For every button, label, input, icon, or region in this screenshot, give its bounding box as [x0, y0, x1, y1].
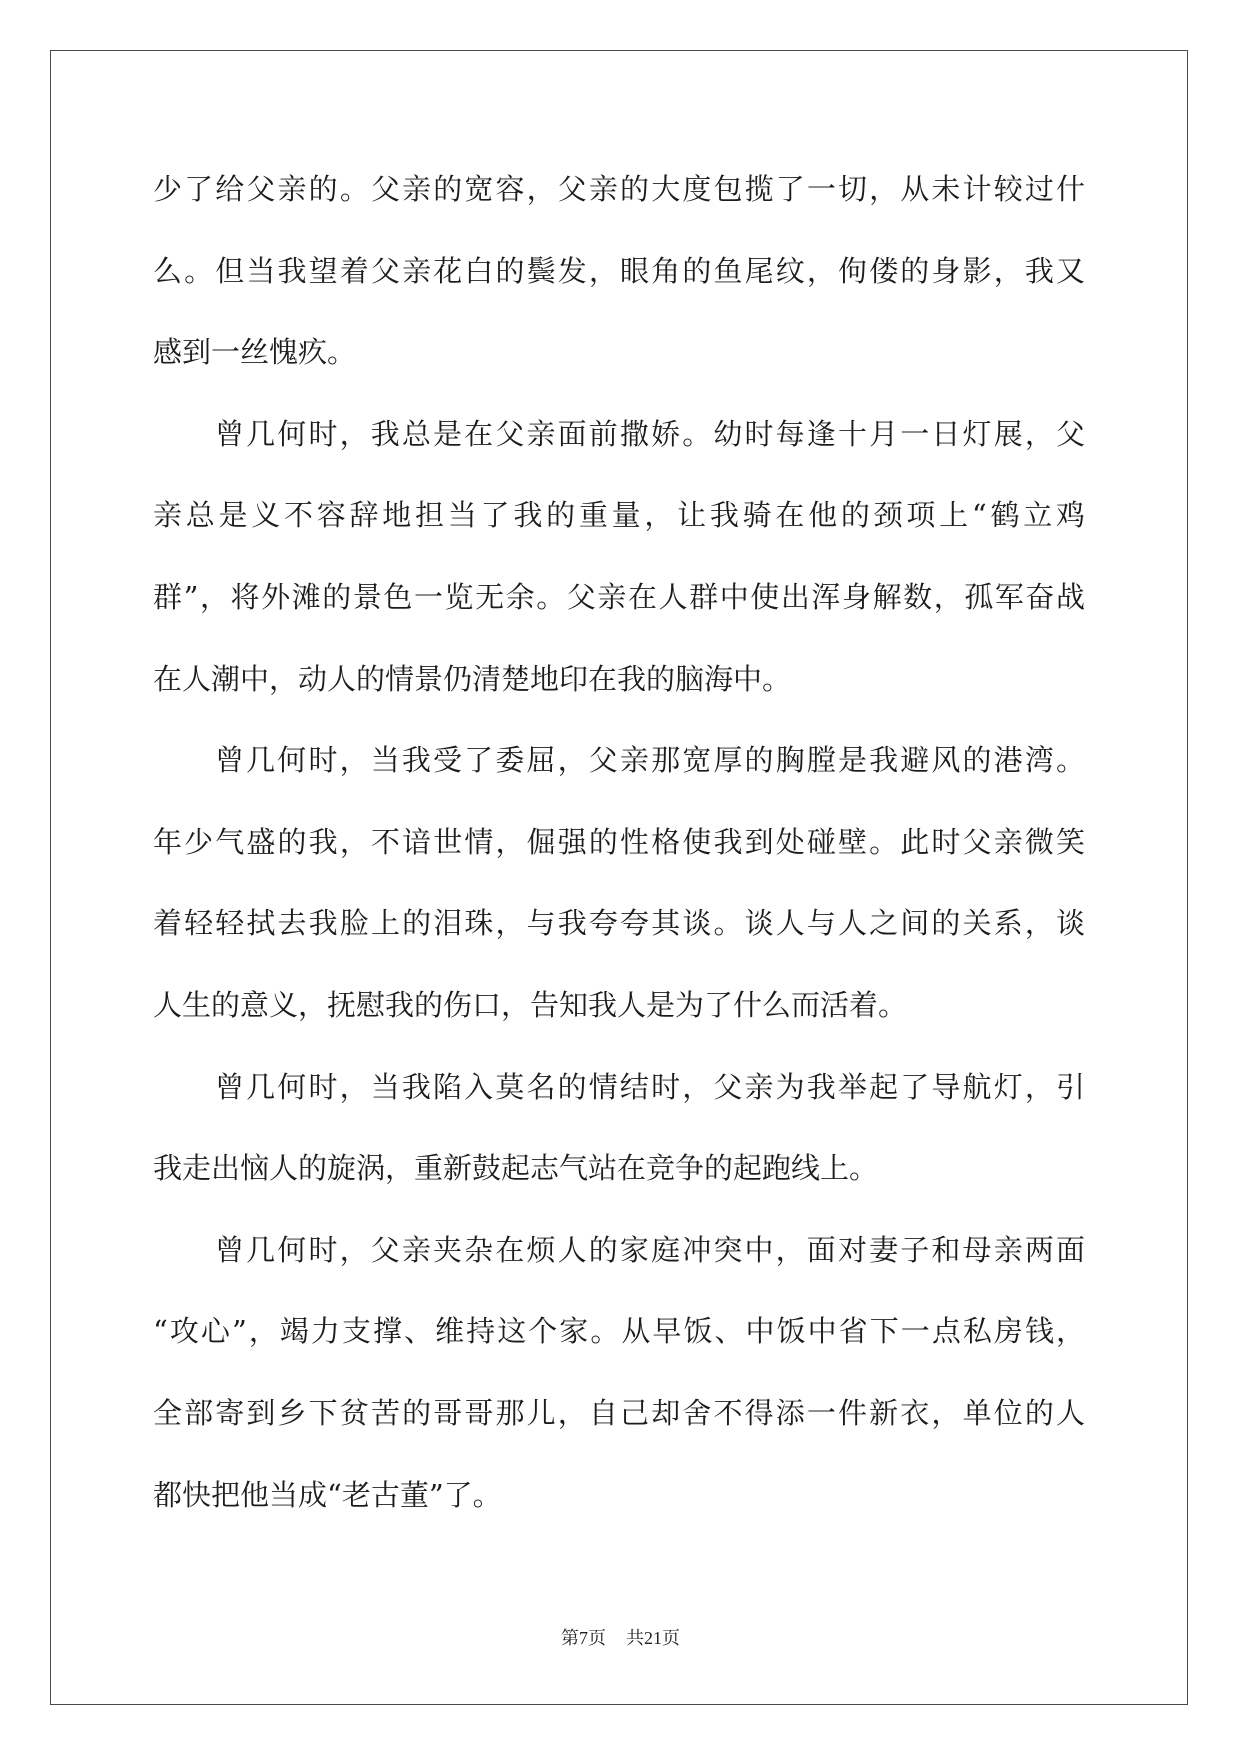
text-line: 年少气盛的我，不谙世情，倔强的性格使我到处碰壁。此时父亲微笑: [153, 824, 1085, 859]
text-line: 曾几何时，当我受了委屈，父亲那宽厚的胸膛是我避风的港湾。: [215, 743, 1085, 778]
text-line: 群”，将外滩的景色一览无余。父亲在人群中使出浑身解数，孤军奋战: [153, 579, 1085, 614]
page-number: 第7页: [561, 1628, 606, 1648]
text-line: 全部寄到乡下贫苦的哥哥那儿，自己却舍不得添一件新衣，单位的人: [153, 1395, 1085, 1430]
text-line: 在人潮中，动人的情景仍清楚地印在我的脑海中。: [153, 661, 792, 696]
paragraph: [153, 394, 1085, 720]
page-total: 共21页: [626, 1628, 680, 1648]
text-line: 人生的意义，抚慰我的伤口，告知我人是为了什么而活着。: [153, 987, 908, 1022]
text-line: 亲总是义不容辞地担当了我的重量，让我骑在他的颈项上“鹤立鸡: [153, 498, 1085, 533]
body-text: [153, 149, 1085, 1536]
paragraph: [153, 1210, 1085, 1536]
page-footer: [0, 1626, 1241, 1650]
text-line: 我走出恼人的旋涡，重新鼓起志气站在竞争的起跑线上。: [153, 1151, 879, 1186]
paragraph: [153, 1047, 1085, 1210]
text-line: 么。但当我望着父亲花白的鬓发，眼角的鱼尾纹，佝偻的身影，我又: [153, 253, 1085, 288]
text-line: 曾几何时，我总是在父亲面前撒娇。幼时每逢十月一日灯展，父: [215, 416, 1085, 451]
text-line: 曾几何时，当我陷入莫名的情结时，父亲为我举起了导航灯，引: [215, 1069, 1085, 1104]
text-line: 着轻轻拭去我脸上的泪珠，与我夸夸其谈。谈人与人之间的关系，谈: [153, 906, 1085, 941]
paragraph: [153, 720, 1085, 1046]
text-line: 都快把他当成“老古董”了。: [153, 1477, 502, 1512]
text-line: 感到一丝愧疚。: [153, 335, 357, 370]
paragraph: [153, 149, 1085, 394]
text-line: 曾几何时，父亲夹杂在烦人的家庭冲突中，面对妻子和母亲两面: [215, 1232, 1085, 1267]
text-line: 少了给父亲的。父亲的宽容，父亲的大度包揽了一切，从未计较过什: [153, 172, 1085, 206]
text-line: “攻心”，竭力支撑、维持这个家。从早饭、中饭中省下一点私房钱，: [153, 1314, 1085, 1349]
